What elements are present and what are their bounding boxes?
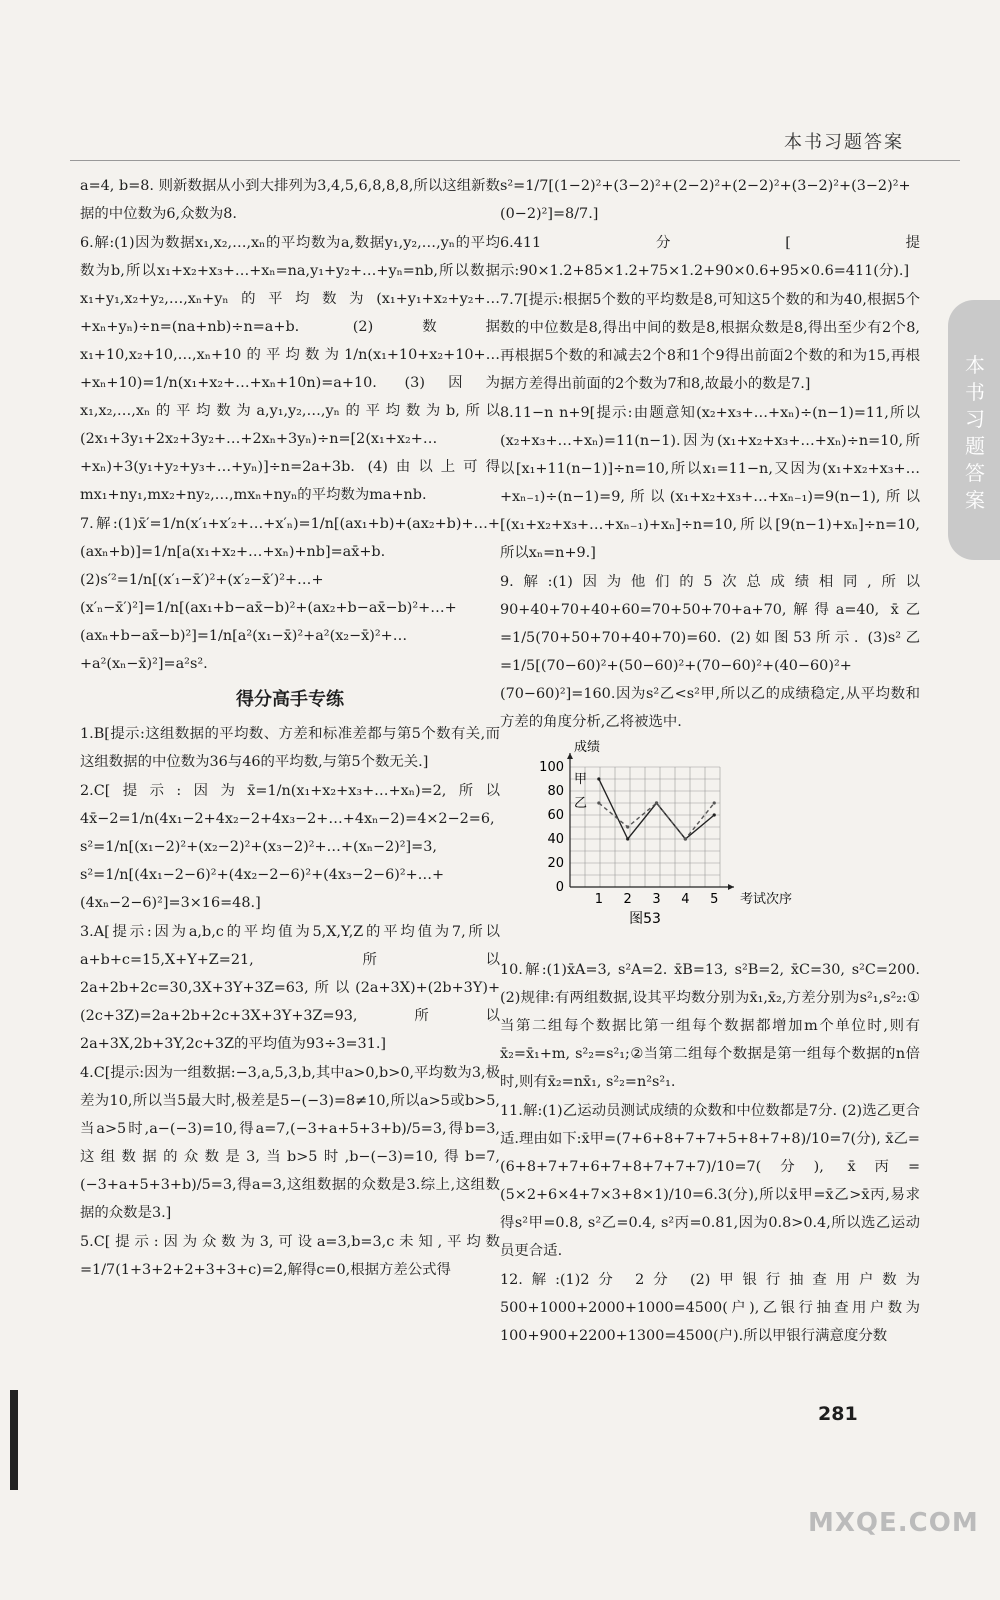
page-header-title: 本书习题答案 [784, 132, 904, 153]
y-tick-label: 40 [547, 832, 564, 847]
data-point-乙 [597, 801, 600, 804]
drill-answer-5-cont: s²=1/7[(1−2)²+(3−2)²+(2−2)²+(2−2)²+(3−2)²+(3−2)²+(0−2)²]=8/7.] [500, 178, 911, 222]
answer-6: 6.解:(1)因为数据x₁,x₂,…,xₙ的平均数为a,数据y₁,y₂,…,yₙ的平均数为b,所以x₁+x₂+x₃+…+xₙ=na,y₁+y₂+…+yₙ=nb,所以数据x₁+y₁,x₂+y₂,…,xₙ+yₙ的平均数为(x₁+y₁+x₂+y₂+…+xₙ+yₙ)÷n=(na+nb)÷n=a+b. (2)数据x₁+10,x₂+10,…,xₙ+10的平均数为1/n(x₁+10+x₂+10+…+xₙ+10)=1/n(x₁+x₂+…+xₙ+10n)=a+10. (3)因为x₁,x₂,…,xₙ的平均数为a,y₁,y₂,…,yₙ的平均数为b,所以(2x₁+3y₁+2x₂+3y₂+…+2xₙ+3yₙ)÷n=[2(x₁+x₂+…+xₙ)+3(y₁+y₂+y₃+…+yₙ)]÷n=2a+3b. (4)由以上可得mx₁+ny₁,mx₂+ny₂,…,mxₙ+nyₙ的平均数为ma+nb. [80, 235, 500, 503]
right-column-lower [500, 956, 920, 1351]
header-rule [70, 160, 960, 161]
data-point-乙 [655, 801, 658, 804]
drill-answer-1: 1.B[提示:这组数据的平均数、方差和标准差都与第5个数有关,而这组数据的中位数为36与46的平均数,与第5个数无关.] [80, 726, 500, 770]
data-point-乙 [713, 801, 716, 804]
answer-5-cont: a=4, b=8. 则新数据从小到大排列为3,4,5,6,8,8,8,所以这组新数据的中位数为6,众数为8. [80, 178, 500, 222]
left-column [80, 172, 500, 1285]
x-tick-label: 2 [623, 892, 632, 907]
x-axis-label: 考试次序 [740, 892, 793, 907]
drill-answer-5: 5.C[提示:因为众数为3,可设a=3,b=3,c未知,平均数=1/7(1+3+2+2+3+3+c)=2,解得c=0,根据方差公式得 [80, 1234, 500, 1278]
y-tick-label: 100 [539, 760, 564, 775]
drill-answer-7: 7.7[提示:根据5个数的平均数是8,可知这5个数的和为40,根据5个数的中位数是8,得出中间的数是8,根据众数是8,得出至少有2个8,再根据5个数的和减去2个8和1个9得出前面2个数的和为15,再根据方差得出前面的2个数为7和8,故最小的数是7.] [500, 292, 921, 392]
figure-53 [500, 737, 793, 937]
line-chart [500, 737, 800, 927]
drill-answer-11: 11.解:(1)乙运动员测试成绩的众数和中位数都是7分. (2)选乙更合适.理由如下:x̄甲=(7+6+8+7+7+5+8+7+8)/10=7(分), x̄乙=(6+8+7+7+6+7+8+7+7+7)/10=7(分), x̄丙=(5×2+6×4+7×3+8×1)/10=6.3(分),所以x̄甲=x̄乙>x̄丙,易求得s²甲=0.8, s²乙=0.4, s²丙=0.81,因为0.8>0.4,所以选乙运动员更合适. [500, 1103, 920, 1259]
legend-label-乙: 乙 [574, 796, 588, 811]
drill-answer-12: 12.解:(1)2分 2分 (2)甲银行抽查用户数为500+1000+2000+1000=4500(户),乙银行抽查用户数为100+900+2200+1300=4500(户).所以甲银行满意度分数 [500, 1272, 920, 1344]
y-tick-label: 20 [547, 856, 564, 871]
section-title: 得分高手专练 [236, 689, 344, 710]
drill-answer-3: 3.A[提示:因为a,b,c的平均值为5,X,Y,Z的平均值为7,所以a+b+c=15,X+Y+Z=21,所以2a+2b+2c=30,3X+3Y+3Z=63,所以(2a+3X)+(2b+3Y)+(2c+3Z)=2a+2b+2c+3X+3Y+3Z=93,所以2a+3X,2b+3Y,2c+3Z的平均值为93÷3=31.] [80, 924, 500, 1052]
series-line-乙 [599, 803, 714, 839]
y-tick-label: 60 [547, 808, 564, 823]
series-line-甲 [599, 779, 714, 839]
data-point-甲 [597, 777, 600, 780]
watermark: MXQE.COM [808, 1508, 979, 1538]
drill-answer-8: 8.11−n n+9[提示:由题意知(x₂+x₃+…+xₙ)÷(n−1)=11,所以(x₂+x₃+…+xₙ)=11(n−1).因为(x₁+x₂+x₃+…+xₙ)÷n=10,所以[x₁+11(n−1)]÷n=10,所以x₁=11−n,又因为(x₁+x₂+x₃+…+xₙ₋₁)÷(n−1)=9,所以(x₁+x₂+x₃+…+xₙ₋₁)=9(n−1),所以[(x₁+x₂+x₃+…+xₙ₋₁)+xₙ]÷n=10,所以[9(n−1)+xₙ]÷n=10,所以xₙ=n+9.] [500, 405, 920, 561]
x-tick-label: 4 [681, 892, 690, 907]
x-tick-label: 1 [594, 892, 603, 907]
x-axis-arrow [728, 884, 734, 890]
page-number: 281 [818, 1403, 858, 1425]
data-point-甲 [626, 837, 629, 840]
data-point-甲 [713, 813, 716, 816]
scan-edge-mark [10, 1390, 18, 1490]
right-column [500, 172, 920, 937]
figure-caption: 图53 [629, 911, 661, 927]
drill-answer-10: 10.解:(1)x̄A=3, s²A=2. x̄B=13, s²B=2, x̄C=30, s²C=200. (2)规律:有两组数据,设其平均数分别为x̄₁,x̄₂,方差分别为s²₁,s²₂:①当第二组每个数据比第一组每个数据都增加m个单位时,则有x̄₂=x̄₁+m, s²₂=s²₁;②当第二组每个数据是第一组每个数据的n倍时,则有x̄₂=nx̄₁, s²₂=n²s²₁. [500, 962, 920, 1090]
data-point-乙 [684, 837, 687, 840]
y-tick-label: 80 [547, 784, 564, 799]
y-tick-label: 0 [555, 880, 564, 895]
data-point-乙 [626, 825, 629, 828]
legend-label-甲: 甲 [574, 772, 588, 787]
drill-answer-2: 2.C[提示:因为x̄=1/n(x₁+x₂+x₃+…+xₙ)=2,所以4x̄−2=1/n(4x₁−2+4x₂−2+4x₃−2+…+4xₙ−2)=4×2−2=6, s²=1/n[(x₁−2)²+(x₂−2)²+(x₃−2)²+…+(xₙ−2)²]=3, s²=1/n[(4x₁−2−6)²+(4x₂−2−6)²+(4x₃−2−6)²+…+(4xₙ−2−6)²]=3×16=48.] [80, 783, 500, 911]
x-tick-label: 3 [652, 892, 661, 907]
drill-answer-4: 4.C[提示:因为一组数据:−3,a,5,3,b,其中a>0,b>0,平均数为3,极差为10,所以当5最大时,极差是5−(−3)=8≠10,所以a>5或b>5,当a>5时,a−(−3)=10,得a=7,(−3+a+5+3+b)/5=3,得b=3,这组数据的众数是3,当b>5时,b−(−3)=10,得b=7,(−3+a+5+3+b)/5=3,得a=3,这组数据的众数是3.综上,这组数据的众数是3.] [80, 1065, 500, 1221]
drill-answer-9: 9.解:(1)因为他们的5次总成绩相同,所以90+40+70+40+60=70+50+70+a+70,解得a=40, x̄乙=1/5(70+50+70+40+70)=60. (2)如图53所示. (3)s²乙=1/5[(70−60)²+(50−60)²+(70−60)²+(40−60)²+(70−60)²]=160.因为s²乙<s²甲,所以乙的成绩稳定,从平均数和方差的角度分析,乙将被选中. [500, 574, 920, 730]
x-tick-label: 5 [710, 892, 719, 907]
drill-answer-6: 6.411分[提示:90×1.2+85×1.2+75×1.2+90×0.6+95×0.6=411(分).] [500, 235, 920, 279]
y-axis-label: 成绩 [574, 740, 601, 755]
side-tab-label: 本书习题答案 [965, 353, 985, 512]
answer-7: 7.解:(1)x̄′=1/n(x′₁+x′₂+…+x′ₙ)=1/n[(ax₁+b)+(ax₂+b)+…+(axₙ+b)]=1/n[a(x₁+x₂+…+xₙ)+nb]=ax̄+b. (2)s′²=1/n[(x′₁−x̄′)²+(x′₂−x̄′)²+…+(x′ₙ−x̄′)²]=1/n[(ax₁+b−ax̄−b)²+(ax₂+b−ax̄−b)²+…+(axₙ+b−ax̄−b)²]=1/n[a²(x₁−x̄)²+a²(x₂−x̄)²+…+a²(xₙ−x̄)²]=a²s². [80, 516, 500, 672]
y-axis-arrow [567, 753, 573, 759]
